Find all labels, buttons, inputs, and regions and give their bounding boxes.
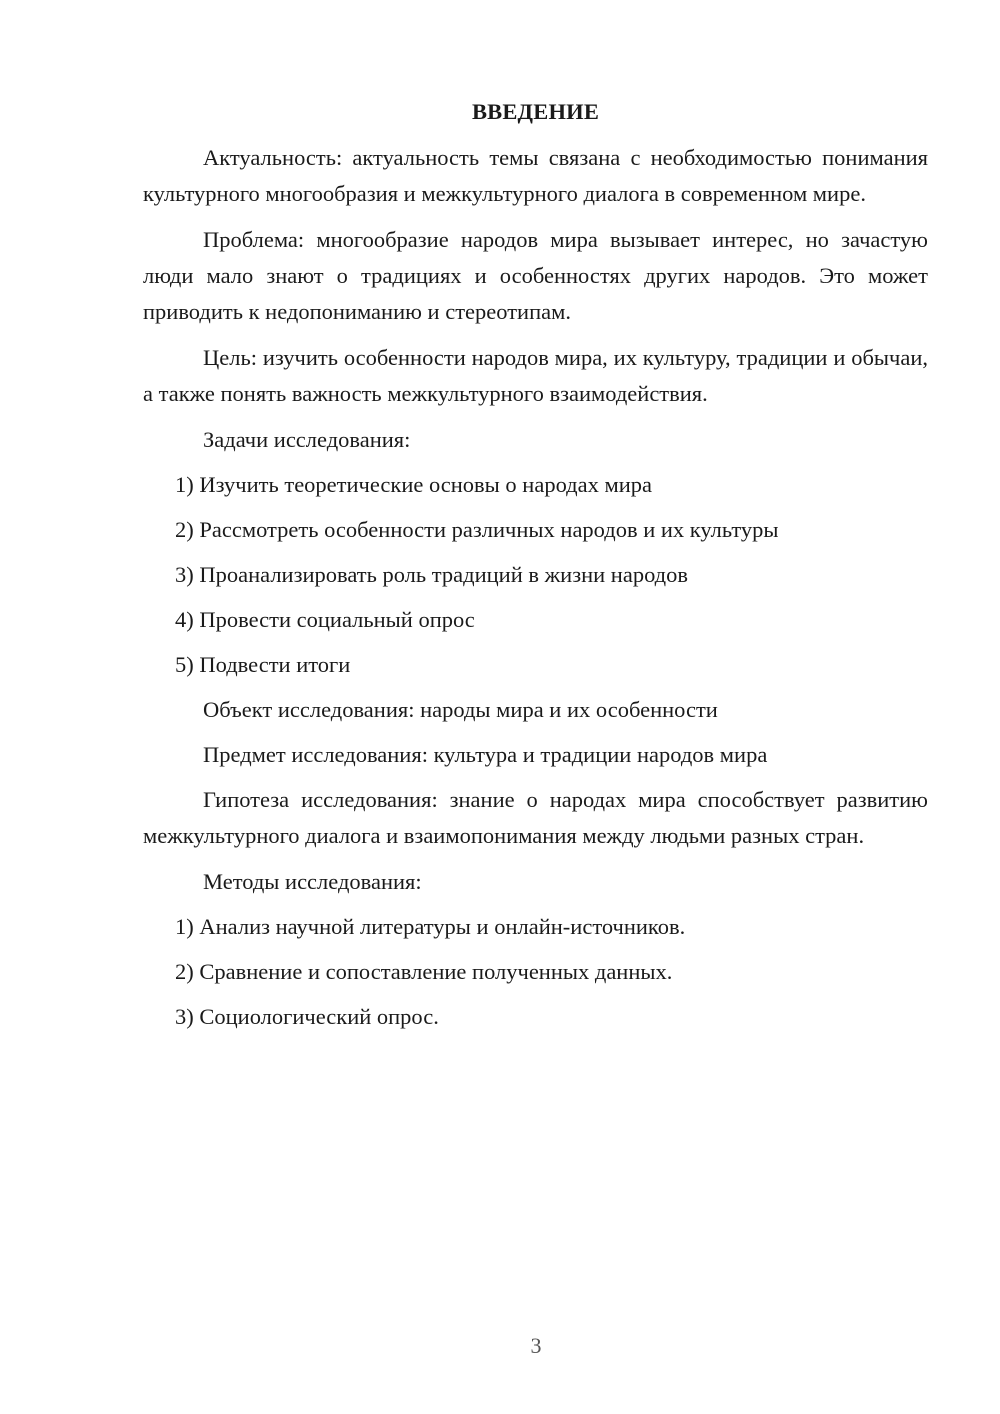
problem-paragraph: Проблема: многообразие народов мира вызывает интерес, но зачастую люди мало знают о традициях и особенностях других народов. Это может приводить к недопониманию и стереотипам. <box>143 227 928 324</box>
tasks-list <box>143 467 928 683</box>
list-item: 2) Рассмотреть особенности различных народов и их культуры <box>175 517 779 542</box>
list-item: 5) Подвести итоги <box>175 652 351 677</box>
list-item: 2) Сравнение и сопоставление полученных данных. <box>175 959 673 984</box>
hypothesis-paragraph: Гипотеза исследования: знание о народах мира способствует развитию межкультурного диалога и взаимопонимания между людьми разных стран. <box>143 787 928 848</box>
methods-list <box>143 909 928 1035</box>
list-item: 1) Изучить теоретические основы о народах мира <box>175 472 653 497</box>
list-item: 3) Проанализировать роль традиций в жизни народов <box>175 562 689 587</box>
list-item: 3) Социологический опрос. <box>175 1004 439 1029</box>
document-page <box>143 94 928 1044</box>
methods-heading: Методы исследования: <box>203 869 422 894</box>
list-item: 4) Провести социальный опрос <box>175 607 475 632</box>
page-number: 3 <box>530 1333 542 1358</box>
list-item: 1) Анализ научной литературы и онлайн-источников. <box>175 914 686 939</box>
tasks-heading: Задачи исследования: <box>203 427 411 452</box>
goal-paragraph: Цель: изучить особенности народов мира, их культуру, традиции и обычаи, а также понять важность межкультурного взаимодействия. <box>143 345 928 406</box>
object-line: Объект исследования: народы мира и их особенности <box>203 697 718 722</box>
subject-line: Предмет исследования: культура и традиции народов мира <box>203 742 768 767</box>
relevance-paragraph: Актуальность: актуальность темы связана с необходимостью понимания культурного многообразия и межкультурного диалога в современном мире. <box>143 145 928 206</box>
section-title: ВВЕДЕНИЕ <box>471 99 600 124</box>
